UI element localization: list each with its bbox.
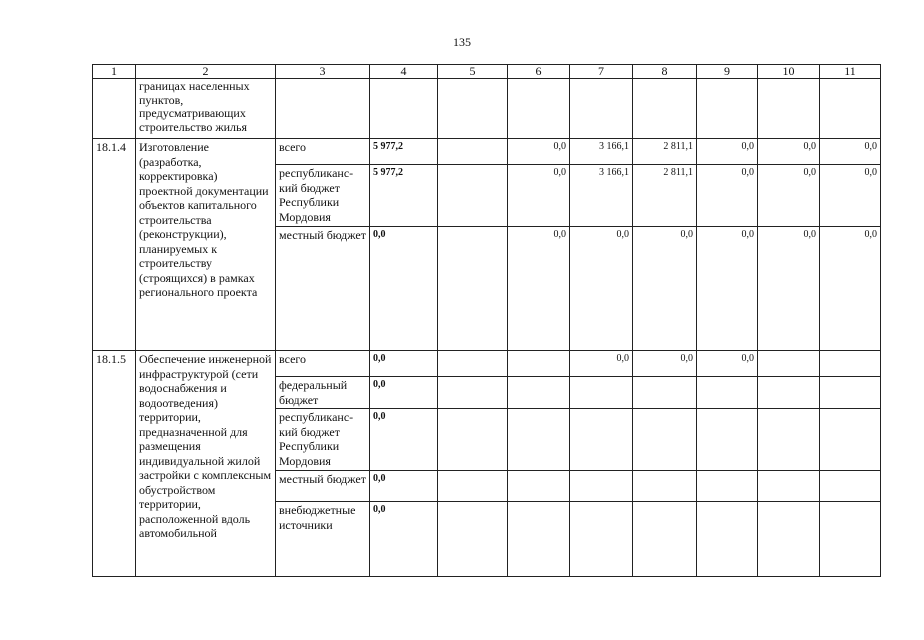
value-cell: 2 811,1 — [633, 165, 697, 227]
value-cell: 0,0 — [697, 139, 758, 165]
col-header-4: 4 — [370, 65, 438, 79]
value-cell: 0,0 — [633, 227, 697, 351]
value-cell — [438, 471, 508, 502]
value-cell: 2 811,1 — [633, 139, 697, 165]
value-cell — [438, 377, 508, 409]
cont-cell-7 — [570, 79, 633, 139]
value-cell — [633, 409, 697, 471]
value-cell — [508, 409, 570, 471]
value-cell: 3 166,1 — [570, 139, 633, 165]
value-cell: 0,0 — [370, 377, 438, 409]
budget-table — [92, 64, 881, 577]
value-cell: 0,0 — [758, 165, 820, 227]
source-cell: всего — [276, 351, 370, 377]
cont-cell-3 — [276, 79, 370, 139]
value-cell — [633, 502, 697, 577]
cont-cell-9 — [697, 79, 758, 139]
col-header-6: 6 — [508, 65, 570, 79]
col-header-11: 11 — [820, 65, 881, 79]
value-cell — [758, 471, 820, 502]
value-cell: 0,0 — [697, 227, 758, 351]
col-header-7: 7 — [570, 65, 633, 79]
cont-cell-4 — [370, 79, 438, 139]
value-cell — [820, 502, 881, 577]
value-cell — [438, 165, 508, 227]
value-cell — [508, 502, 570, 577]
value-cell — [570, 471, 633, 502]
value-cell — [820, 409, 881, 471]
value-cell: 0,0 — [570, 351, 633, 377]
column-number-row — [93, 65, 881, 79]
value-cell — [820, 351, 881, 377]
value-cell: 0,0 — [508, 139, 570, 165]
cont-cell-10 — [758, 79, 820, 139]
table-row — [93, 351, 881, 377]
value-cell — [438, 409, 508, 471]
item-code-18-1-4: 18.1.4 — [93, 139, 136, 351]
cont-code-cell — [93, 79, 136, 139]
value-cell — [758, 377, 820, 409]
col-header-9: 9 — [697, 65, 758, 79]
value-cell — [438, 227, 508, 351]
value-cell: 0,0 — [370, 351, 438, 377]
continuation-row — [93, 79, 881, 139]
source-cell: местный бюджет — [276, 471, 370, 502]
source-cell: республиканс-кий бюджет Республики Мордовия — [276, 409, 370, 471]
page-number: 135 — [453, 35, 471, 49]
value-cell: 0,0 — [370, 502, 438, 577]
cont-cell-8 — [633, 79, 697, 139]
value-cell — [758, 409, 820, 471]
value-cell: 0,0 — [820, 139, 881, 165]
value-cell — [508, 471, 570, 502]
value-cell — [820, 471, 881, 502]
value-cell — [758, 351, 820, 377]
value-cell — [570, 409, 633, 471]
value-cell: 0,0 — [758, 139, 820, 165]
value-cell: 0,0 — [697, 165, 758, 227]
value-cell — [508, 351, 570, 377]
value-cell: 5 977,2 — [370, 165, 438, 227]
table-row — [93, 139, 881, 165]
value-cell — [697, 471, 758, 502]
col-header-3: 3 — [276, 65, 370, 79]
value-cell — [570, 502, 633, 577]
col-header-10: 10 — [758, 65, 820, 79]
source-cell: федеральный бюджет — [276, 377, 370, 409]
source-cell: местный бюджет — [276, 227, 370, 351]
col-header-5: 5 — [438, 65, 508, 79]
col-header-2: 2 — [136, 65, 276, 79]
item-code-18-1-5: 18.1.5 — [93, 351, 136, 577]
value-cell — [697, 409, 758, 471]
source-cell: внебюджетные источники — [276, 502, 370, 577]
value-cell: 3 166,1 — [570, 165, 633, 227]
item-name-18-1-5: Обеспечение инженерной инфраструктурой (сети водоснабжения и водоотведения) территории, предназначенной для размещения индивидуальной жилой застройки с комплексным обустройством территории, расположенной вдоль автомобильной — [136, 351, 276, 577]
source-cell: всего — [276, 139, 370, 165]
item-name-18-1-4: Изготовление (разработка, корректировка) проектной документации объектов капитального строительства (реконструкции), планируемых к строительству (строящихся) в рамках регионального проекта — [136, 139, 276, 351]
value-cell: 0,0 — [820, 165, 881, 227]
value-cell — [758, 502, 820, 577]
value-cell: 5 977,2 — [370, 139, 438, 165]
col-header-1: 1 — [93, 65, 136, 79]
value-cell: 0,0 — [508, 165, 570, 227]
value-cell: 0,0 — [370, 227, 438, 351]
value-cell: 0,0 — [820, 227, 881, 351]
value-cell — [820, 377, 881, 409]
value-cell — [697, 377, 758, 409]
value-cell — [438, 351, 508, 377]
col-header-8: 8 — [633, 65, 697, 79]
source-cell: республиканс-кий бюджет Республики Мордовия — [276, 165, 370, 227]
value-cell — [508, 377, 570, 409]
value-cell: 0,0 — [697, 351, 758, 377]
value-cell — [438, 502, 508, 577]
value-cell — [633, 471, 697, 502]
value-cell — [438, 139, 508, 165]
cont-name-cell: границах населенных пунктов, предусматривающих строительство жилья — [136, 79, 276, 139]
cont-cell-11 — [820, 79, 881, 139]
value-cell: 0,0 — [370, 409, 438, 471]
value-cell — [697, 502, 758, 577]
value-cell: 0,0 — [370, 471, 438, 502]
value-cell: 0,0 — [570, 227, 633, 351]
value-cell: 0,0 — [758, 227, 820, 351]
value-cell — [570, 377, 633, 409]
cont-cell-6 — [508, 79, 570, 139]
value-cell: 0,0 — [633, 351, 697, 377]
cont-cell-5 — [438, 79, 508, 139]
value-cell: 0,0 — [508, 227, 570, 351]
value-cell — [633, 377, 697, 409]
